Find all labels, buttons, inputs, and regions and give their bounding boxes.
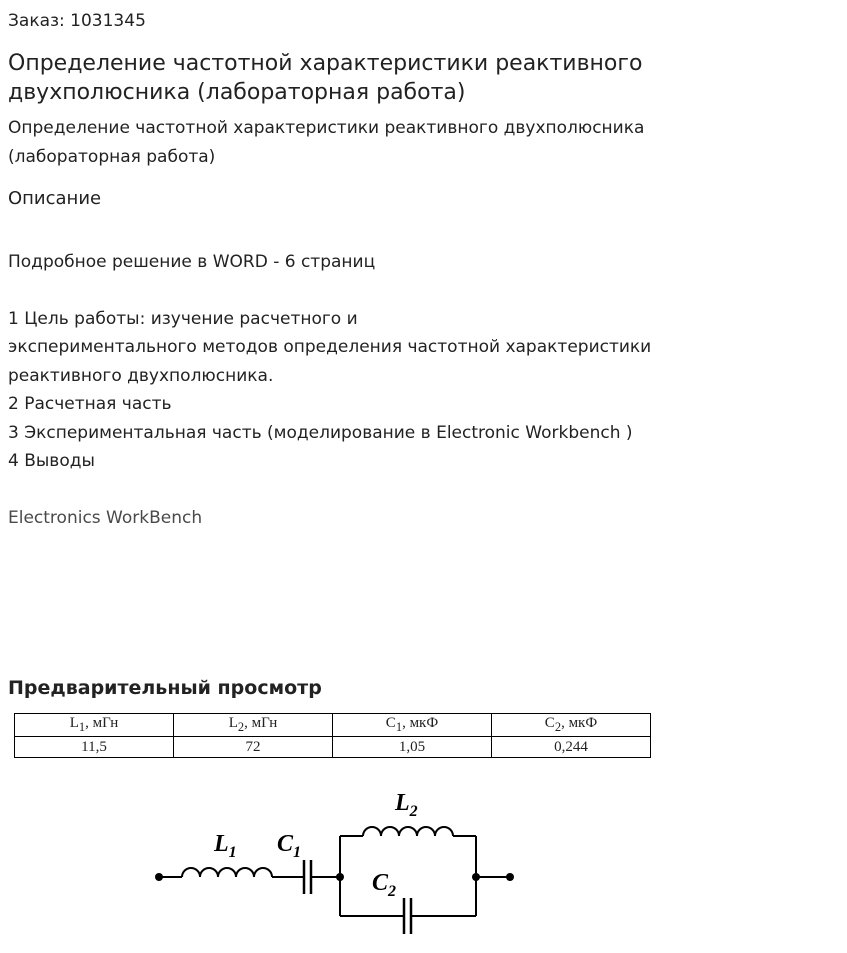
page-subtitle: Определение частотной характеристики реактивного двухполюсника (лабораторная работа) — [8, 118, 645, 167]
description-line: 3 Экспериментальная часть (моделирование в Electronic Workbench ) — [8, 423, 633, 443]
order-number: Заказ: 1031345 — [8, 11, 146, 31]
table-header-cell: $C_1$, мкФ — [333, 714, 492, 737]
inductor-l2 — [363, 827, 453, 836]
page-title: Определение частотной характеристики реактивного двухполюсника (лабораторная работа) — [8, 51, 643, 105]
table-row — [15, 737, 651, 758]
terminal-left — [155, 873, 163, 881]
table-header-cell: $L_2$, мГн — [174, 714, 333, 737]
description-line: 1 Цель работы: изучение расчетного и — [8, 309, 358, 329]
table-header-cell: $L_1$, мГн — [15, 714, 174, 737]
table-cell: 1,05 — [333, 737, 492, 758]
description-line: реактивного двухполюсника. — [8, 366, 274, 386]
label-c2: $C_2$ — [372, 870, 397, 900]
table-header-row — [15, 714, 651, 737]
node-right — [472, 873, 480, 881]
terminal-right — [506, 873, 514, 881]
table-cell: 0,244 — [492, 737, 651, 758]
table-header-cell: $C_2$, мкФ — [492, 714, 651, 737]
parameters-table — [14, 713, 651, 758]
description-line: 2 Расчетная часть — [8, 394, 172, 414]
label-l2: $L_2$ — [395, 790, 418, 820]
preview-heading: Предварительный просмотр — [8, 677, 322, 699]
description-heading: Описание — [8, 188, 102, 209]
node-left — [336, 873, 344, 881]
software-link[interactable]: Electronics WorkBench — [8, 508, 203, 528]
label-l1: $L_1$ — [214, 831, 237, 861]
table-cell: 72 — [174, 737, 333, 758]
description-line: экспериментального методов определения частотной характеристики — [8, 337, 652, 357]
inductor-l1 — [182, 868, 272, 877]
table-cell: 11,5 — [15, 737, 174, 758]
label-c1: $C_1$ — [277, 831, 302, 861]
description-line: 4 Выводы — [8, 451, 95, 471]
solution-info: Подробное решение в WORD - 6 страниц — [8, 252, 376, 272]
circuit-diagram — [0, 780, 847, 950]
